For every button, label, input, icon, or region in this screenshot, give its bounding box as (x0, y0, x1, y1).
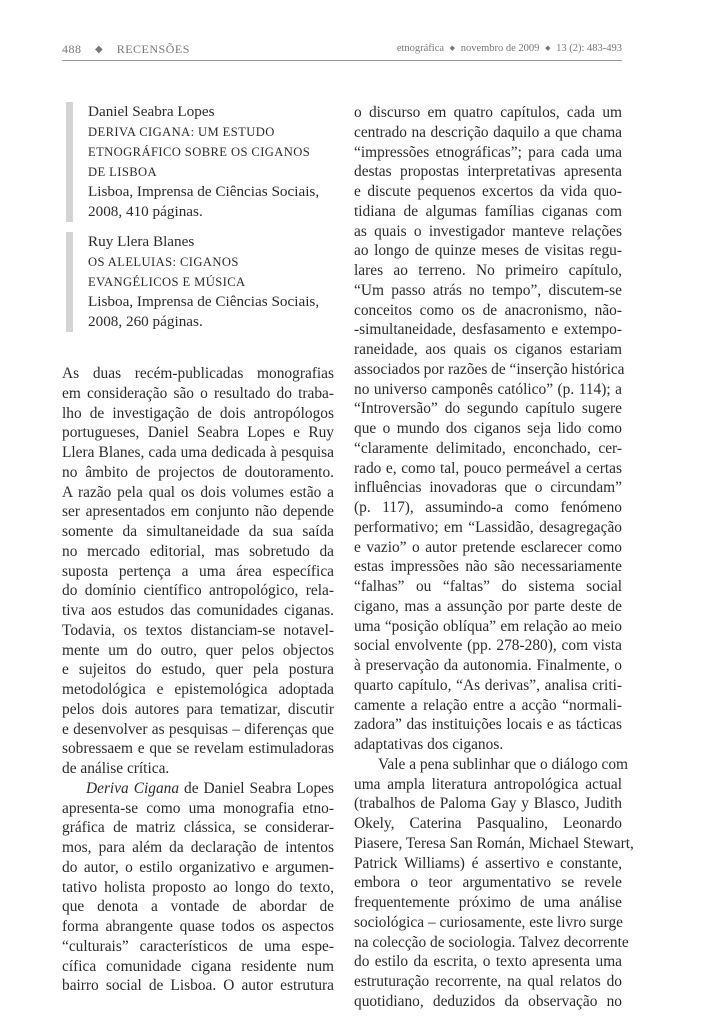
text-line: e sujeitos do estudo, quer pela postura (62, 661, 334, 679)
text-line: em consideração são o resultado do traba- (62, 384, 334, 402)
text-line: “Um passo atrás no tempo”, discutem-se (354, 281, 622, 299)
text-line: no âmbito de projectos de doutoramento. (62, 463, 334, 481)
book-reference-1 (66, 102, 358, 222)
text-line: sobressaem e que se revelam estimuladoras (62, 740, 334, 758)
text-line: forma abrangente quase todos os aspectos (62, 918, 334, 935)
text-line: conceitos como os de anacronismo, não- (354, 301, 622, 319)
paragraph (354, 755, 634, 1012)
text-line: Vale a pena sublinhar que o diálogo com (378, 755, 629, 773)
text-line: Okely, Caterina Pasqualino, Leonardo (354, 815, 622, 832)
text-line: influências inovadoras que o circundam” (354, 479, 622, 497)
text-line: tiva aos estudos das comunidades ciganas. (62, 602, 334, 619)
text-line: do domínio científico antropológico, rela- (62, 582, 334, 600)
text-line: que denota a vontade de abordar de (62, 898, 334, 916)
header-left (62, 42, 190, 57)
book-title-line: OS ALELUIAS: CIGANOS (88, 255, 239, 269)
text-line: estas impressões não são necessariamente (354, 558, 622, 576)
text-line: (p. 117), assumindo-a como fenómeno (354, 499, 622, 516)
text-line: -simultaneidade, desfasamento e extempo- (354, 321, 622, 339)
text-line: embora o teor argumentativo se revele (354, 874, 622, 892)
page-number: 488 (62, 42, 82, 56)
text-line: destas propostas interpretativas apresenta (354, 163, 622, 181)
text-line: Llera Blanes, cada uma dedicada à pesquisa (62, 444, 334, 461)
text-line: gráfica de matriz clássica, se considerar- (62, 819, 334, 837)
text-line: ser apresentados em conjunto não depende (62, 503, 334, 521)
running-header (62, 40, 622, 61)
text-line: tidiana de algumas famílias ciganas com (354, 202, 622, 220)
text-line: uma “posição oblíqua” em relação ao meio (354, 617, 622, 635)
text-line: pelos dois autores para tematizar, discutir (62, 700, 334, 718)
text-line: associados por razões de “inserção histórica (354, 360, 625, 378)
text-fragment: de Daniel Seabra Lopes (179, 779, 334, 797)
text-line: e discute pequenos excertos da vida quo- (354, 183, 622, 200)
text-line: Patrick Williams) é assertivo e constante, (354, 854, 622, 872)
text-line: metodológica e epistemológica adoptada (62, 681, 334, 698)
book-publication: 2008, 410 páginas. (88, 203, 203, 220)
text-line: “Introversão” do segundo capítulo sugere (354, 400, 622, 418)
text-line: somente da simultaneidade da sua saída (62, 523, 334, 540)
text-line: bairro social de Lisboa. O autor estrutura (62, 977, 334, 995)
paragraph (354, 103, 625, 755)
book-author: Daniel Seabra Lopes (88, 103, 215, 120)
text-line: no mercado editorial, mas sobretudo da (62, 542, 334, 560)
book-title-line: EVANGÉLICOS E MÚSICA (88, 275, 246, 289)
text-line: camente a relação entre a acção “normali- (354, 696, 622, 714)
text-line: Todavia, os textos distanciam-se notavel- (62, 621, 334, 639)
book-publication: Lisboa, Imprensa de Ciências Sociais, (88, 293, 320, 310)
text-line: as quais o investigador manteve relações (354, 222, 622, 240)
text-line: ao longo de quinze meses de visitas regu- (354, 242, 622, 260)
text-line: sociológica – curiosamente, este livro surge (354, 913, 623, 931)
text-line: As duas recém-publicadas monografias (62, 365, 334, 382)
text-line: zadora” das instituições locais e as tácticas (354, 716, 622, 734)
text-line: social envolvente (pp. 278-280), com vista (354, 637, 622, 655)
volume-pages: 13 (2): 483-493 (556, 43, 622, 54)
book-title-line: ETNOGRÁFICO SOBRE OS CIGANOS (88, 145, 311, 159)
book-reference-2 (66, 232, 358, 332)
text-line: “impressões etnográficas”; para cada uma (354, 143, 622, 161)
text-line: adaptativas dos ciganos. (354, 736, 504, 753)
text-line: o discurso em quatro capítulos, cada um (354, 104, 622, 121)
left-text-column (62, 364, 334, 996)
text-line: lho de investigação de dois antropólogos (62, 404, 334, 422)
book-author: Ruy Llera Blanes (88, 233, 195, 250)
text-line: frequentemente próximo de uma análise (354, 894, 622, 911)
text-line: Piasere, Teresa San Román, Michael Stewart, (354, 834, 634, 852)
text-line: quarto capítulo, “As derivas”, analisa criti- (354, 676, 622, 694)
text-line: do autor, o estilo organizativo e argumen- (62, 858, 334, 876)
text-line: na colecção de sociologia. Talvez decorrente (354, 933, 629, 951)
text-line: estruturação recorrente, na qual relatos do (354, 973, 622, 990)
text-line: de análise crítica. (62, 760, 170, 777)
text-line: tativo holista proposto ao longo do texto, (62, 878, 334, 896)
text-line: no universo camponês católico” (p. 114); a (354, 380, 622, 398)
text-line: “claramente delimitado, enconchado, cer- (354, 439, 622, 457)
dot-separator-icon: ◆ (449, 44, 456, 52)
journal-name: etnográfica (396, 43, 445, 54)
text-line: centrado na descrição daquilo a que chama (354, 123, 622, 141)
text-line: quotidiano, deduzidos da observação no (354, 992, 622, 1010)
book-publication: Lisboa, Imprensa de Ciências Sociais, (88, 183, 320, 200)
text-line: que o mundo dos ciganos seja lido como (354, 420, 622, 437)
journal-info (397, 43, 622, 54)
text-line: apresenta-se como uma monografia etno- (62, 799, 334, 817)
paragraph (62, 779, 334, 996)
text-line: e vazio” o autor pretende esclarecer como (354, 538, 622, 556)
book-title-italic: Deriva Cigana (86, 779, 180, 797)
text-line: e desenvolver as pesquisas – diferenças que (62, 720, 334, 738)
text-line: cigano, mas a assunção por parte deste de (354, 597, 622, 615)
text-line: portugueses, Daniel Seabra Lopes e Ruy (62, 424, 334, 442)
text-line: cífica comunidade cigana residente num (62, 957, 334, 975)
text-line (62, 779, 334, 799)
paragraph (62, 364, 334, 779)
diamond-separator-icon: ◆ (95, 44, 104, 55)
book-title-line: DERIVA CIGANA: UM ESTUDO (88, 125, 275, 139)
issue-date: novembro de 2009 (460, 43, 540, 54)
text-line: (trabalhos de Paloma Gay y Blasco, Judith (354, 795, 622, 813)
text-line: à preservação da autonomia. Finalmente, o (354, 657, 622, 674)
text-line: “culturais” característicos de uma espe- (62, 937, 334, 955)
text-line: do estilo da escrita, o texto apresenta uma (354, 953, 622, 971)
text-line: A razão pela qual os dois volumes estão a (62, 483, 334, 501)
book-title-line: DE LISBOA (88, 165, 158, 179)
section-name: RECENSÕES (116, 42, 190, 56)
text-line: rado e, como tal, pouco permeável a certas (354, 459, 622, 477)
book-publication: 2008, 260 páginas. (88, 313, 203, 330)
text-line: lares ao terreno. No primeiro capítulo, (354, 262, 622, 279)
text-line: mente um do outro, quer pelos objectos (62, 641, 334, 659)
text-line: uma ampla literatura antropológica actual (354, 775, 622, 793)
text-line: “falhas” ou “faltas” do sistema social (354, 578, 622, 595)
right-text-column (354, 103, 634, 1012)
text-line: performativo; em “Lassidão, desagregação (354, 518, 622, 536)
text-line: suposta pertença a uma área específica (62, 562, 334, 580)
text-line: mos, para além da declaração de intentos (62, 839, 334, 856)
text-line: raneidade, aos quais os ciganos estariam (354, 341, 622, 358)
dot-separator-icon: ◆ (545, 44, 551, 52)
